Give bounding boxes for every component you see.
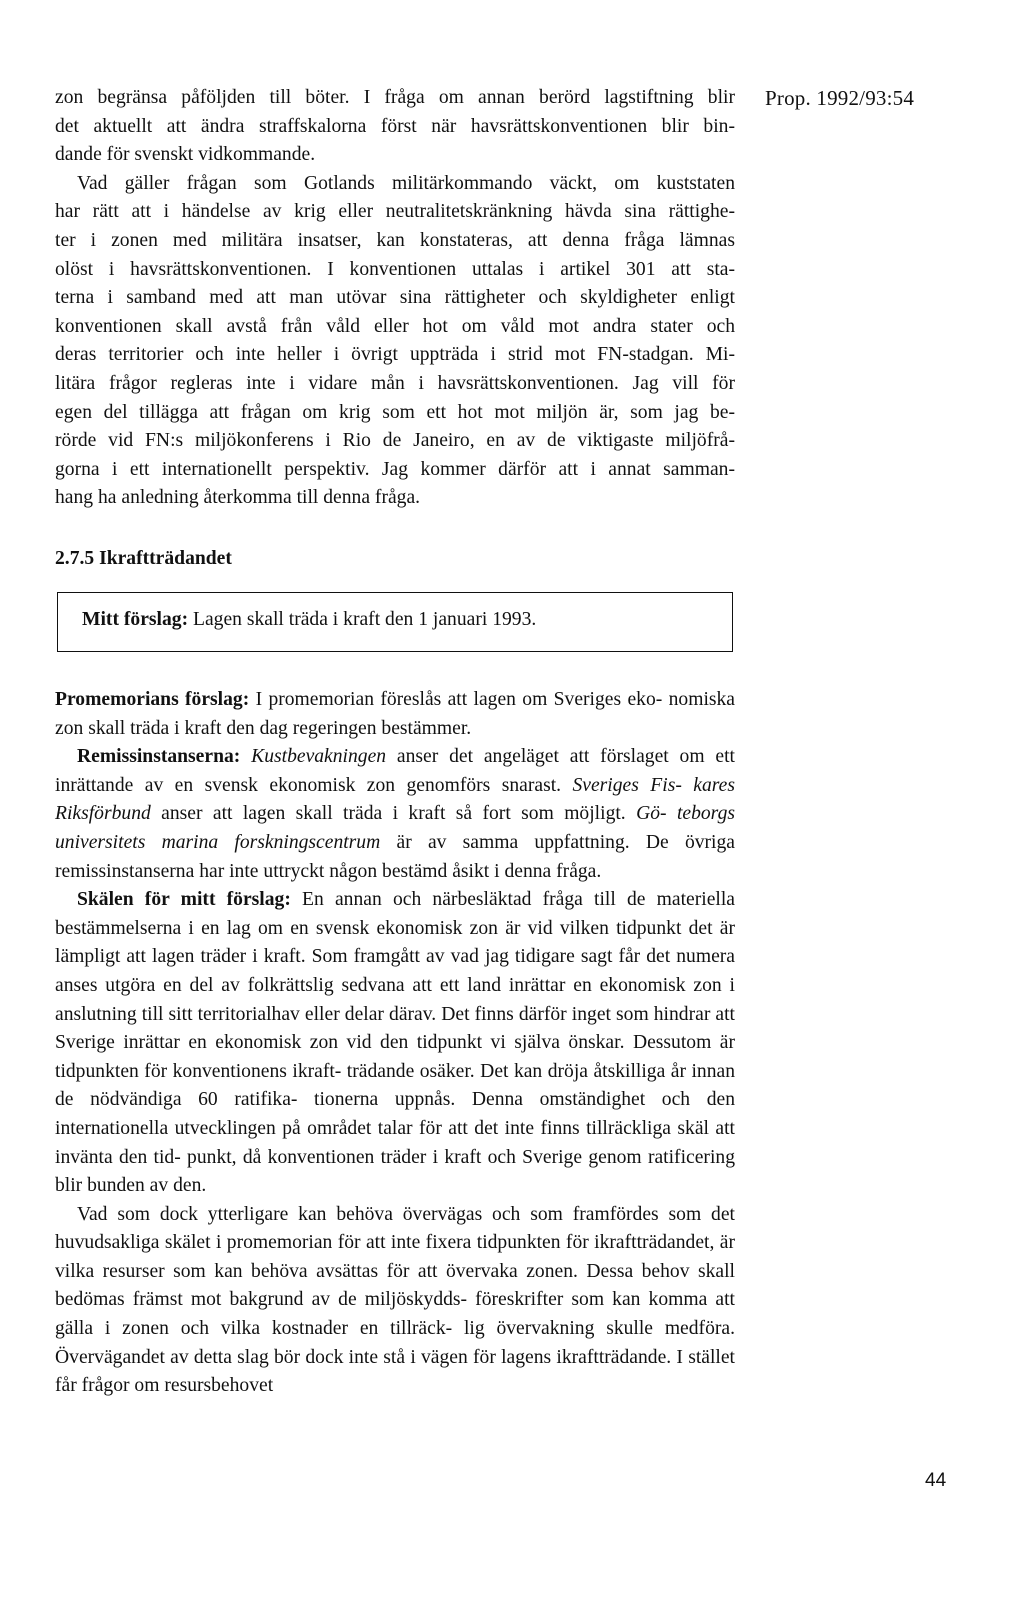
text-line: zon begränsa påföljden till böter. I fråga om annan berörd lagstiftning blir — [55, 87, 735, 108]
page-number: 44 — [925, 1470, 947, 1491]
paragraph-body: anser att lagen skall träda i kraft så fort som möjligt. — [150, 803, 637, 825]
organization-name: Gö- teborgs universitets marina forskningscentrum — [55, 803, 735, 853]
text-line: egen del tillägga att frågan om krig som ett hot mot miljön är, som jag be- — [55, 401, 735, 423]
proposal-label: Mitt förslag: — [82, 609, 189, 630]
text-line: ter i zonen med militära insatser, kan konstateras, att denna fråga lämnas — [55, 229, 735, 251]
text-line: gorna i ett internationellt perspektiv. Jag kommer därför att i annat samman- — [55, 458, 735, 480]
proposal-text — [82, 609, 536, 631]
section-heading: 2.7.5 Ikraftträdandet — [55, 548, 232, 569]
paragraph-reasons — [55, 886, 735, 1201]
paragraph-body: är av samma uppfattning. De övriga remissinstanserna har inte uttryckt någon bestämd åsikt i denna fråga. — [55, 831, 735, 882]
proposal-body: Lagen skall träda i kraft den 1 januari 1993. — [188, 609, 537, 630]
text-line: litära frågor regleras inte i vidare mån i havsrättskonventionen. Jag vill för — [55, 372, 735, 394]
paragraph-memo-proposal — [55, 686, 735, 743]
text-line: Vad gäller frågan som Gotlands militärkommando väckt, om kuststaten — [77, 172, 735, 194]
proposition-reference: Prop. 1992/93:54 — [765, 86, 915, 110]
paragraph-continuation — [55, 84, 735, 170]
text-block-continuation — [55, 84, 735, 513]
paragraph-referral-bodies — [55, 743, 735, 886]
text-line: hang ha anledning återkomma till denna fråga. — [55, 487, 421, 509]
paragraph-label: Remissinstanserna: — [77, 746, 241, 768]
text-line: terna i samband med att man utövar sina rättigheter och skyldigheter enligt — [55, 287, 735, 309]
text-block-section — [55, 686, 735, 1401]
text-line: rörde vid FN:s miljökonferens i Rio de Janeiro, en av de viktigaste miljöfrå- — [55, 430, 735, 452]
text-line: har rätt att i händelse av krig eller neutralitetskränkning hävda sina rättighe- — [55, 201, 735, 223]
text-line: olöst i havsrättskonventionen. I konventionen uttalas i artikel 301 att sta- — [55, 258, 735, 280]
paragraph-body: I promemorian föreslås att lagen om Sveriges eko- nomiska zon skall träda i kraft den dag regeringen bestämmer. — [55, 689, 736, 739]
proposal-box — [57, 592, 733, 652]
organization-name: Sveriges Fis- kares Riksförbund — [55, 774, 735, 825]
text-line: konventionen skall avstå från våld eller hot om våld mot andra stater och — [55, 315, 735, 337]
organization-name: Kustbevakningen — [251, 746, 387, 768]
text-line: det aktuellt att ändra straffskalorna först när havsrättskonventionen blir bin- — [55, 115, 735, 137]
text-line: deras territorier och inte heller i övrigt uppträda i strid mot FN-stadgan. Mi- — [55, 344, 735, 366]
paragraph-resources: Vad som dock ytterligare kan behöva övervägas och som framfördes som det huvudsakliga skälet i promemorian för att inte fixera tidpunkten för ikraftträdandet, är vilka resurser som kan behöva avsättas för att övervaka zonen. Dessa behov skall bedömas främst mot bakgrund av de miljöskydds- föreskrifter som kan komma att gälla i zonen och vilka kostnader en tillräck- lig övervakning skulle medföra. Övervägandet av detta slag bör dock inte stå i vägen för lagens ikraftträdande. I stället får frågor om resursbehovet — [55, 1203, 735, 1397]
paragraph-body: anser det angeläget att förslaget om ett inrättande av en svensk ekonomisk zon genomförs snarast. — [55, 746, 736, 796]
paragraph-label: Promemorians förslag: — [55, 689, 250, 710]
paragraph-military-question — [55, 170, 735, 513]
text-line: dande för svenskt vidkommande. — [55, 144, 316, 166]
paragraph-label: Skälen för mitt förslag: — [77, 889, 291, 911]
paragraph-body: En annan och närbesläktad fråga till de materiella bestämmelserna i en lag om en svensk ekonomisk zon är vid vilken tidpunkt det är lämpligt att lagen träder i kraft. Som framgått av vad jag tidigare sagt får det numera anses utgöra en del av folkrättslig sedvana att ett land inrättar en ekonomisk zon i anslutning till sitt territorialhav eller delar därav. Det finns därför inget som hindrar att Sverige inrättar en ekonomisk zon vid den tidpunkt vi själva önskar. Dessutom är tidpunkten för konventionens ikraft- trädande osäker. Det kan dröja åtskilliga år innan de nödvändiga 60 ratifika- tionerna uppnås. Denna omständighet och den internationella utvecklingen på området talar för att det inte finns tillräckliga skäl att invänta den tid- punkt, då konventionen träder i kraft och Sverige genom ratificering blir bunden av den. — [55, 889, 735, 1197]
